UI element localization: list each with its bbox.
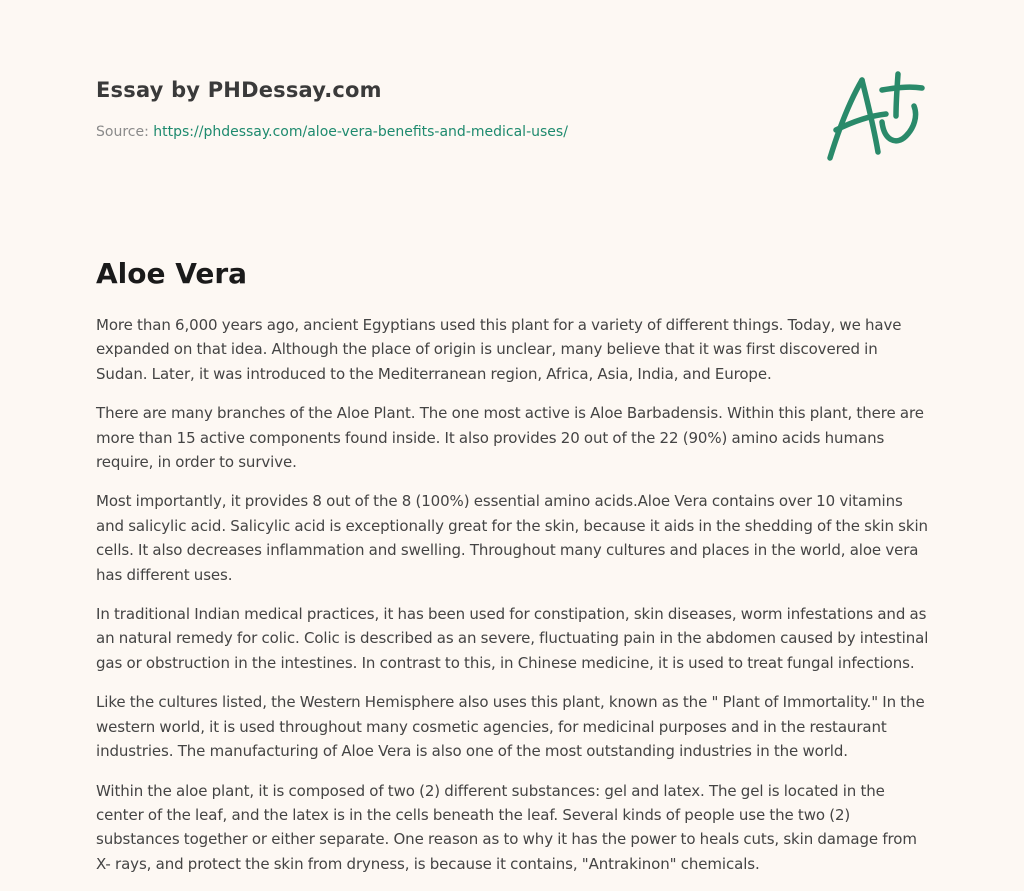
essay-paragraph: More than 6,000 years ago, ancient Egyptians used this plant for a variety of different things. Today, we have expanded on that idea. Although the place of origin is unclear, many believe that it was first discovered in Sudan. Later, it was introduced to the Mediterranean region, Africa, Asia, India, and Europe. — [96, 316, 902, 383]
essay-title: Aloe Vera — [96, 257, 248, 290]
essay-paragraph: There are many branches of the Aloe Plant. The one most active is Aloe Barbadensis. Within this plant, there are more than 15 active components found inside. It also provides 20 out of the 22 (90%) amino acids humans require, in order to survive. — [96, 404, 924, 472]
essay-paragraph: Within the aloe plant, it is composed of two (2) different substances: gel and latex. The gel is located in the center of the leaf, and the latex is in the cells beneath the leaf. Several kinds of people use the two (2) substances together or either separate. One reason as to why it has the power to heals cuts, skin damage from X- rays, and protect the skin from dryness, is because it contains, "Antrakinon" chemicals. — [96, 781, 917, 873]
essay-paragraph: Most importantly, it provides 8 out of the 8 (100%) essential amino acids.Aloe Vera contains over 10 vitamins and salicylic acid. Salicylic acid is exceptionally great for the skin, because it aids in the shedding of the skin skin cells. It also decreases inflammation and swelling. Throughout many cultures and places in the world, aloe vera has different uses. — [96, 492, 928, 584]
site-title: Essay by PHDessay.com — [96, 78, 382, 102]
essay-article — [96, 254, 932, 891]
source-line — [96, 122, 796, 142]
header-text-block — [96, 74, 796, 142]
source-link[interactable]: https://phdessay.com/aloe-vera-benefits-and-medical-uses/ — [153, 124, 568, 140]
a-plus-logo-icon — [822, 66, 930, 166]
essay-paragraph: In traditional Indian medical practices, it has been used for constipation, skin diseases, worm infestations and as an natural remedy for colic. Colic is described as an severe, fluctuating pain in the abdomen caused by intestinal gas or obstruction in the intestines. In contrast to this, in Chinese medicine, it is used to treat fungal infections. — [96, 605, 929, 672]
logo-graphic — [822, 66, 930, 166]
source-label: Source: — [96, 124, 154, 140]
essay-paragraph: Like the cultures listed, the Western Hemisphere also uses this plant, known as the " Plant of Immortality." In the western world, it is used throughout many cosmetic agencies, for medicinal purposes and in the restaurant industries. The manufacturing of Aloe Vera is also one of the most outstanding industries in the world. — [96, 693, 925, 761]
